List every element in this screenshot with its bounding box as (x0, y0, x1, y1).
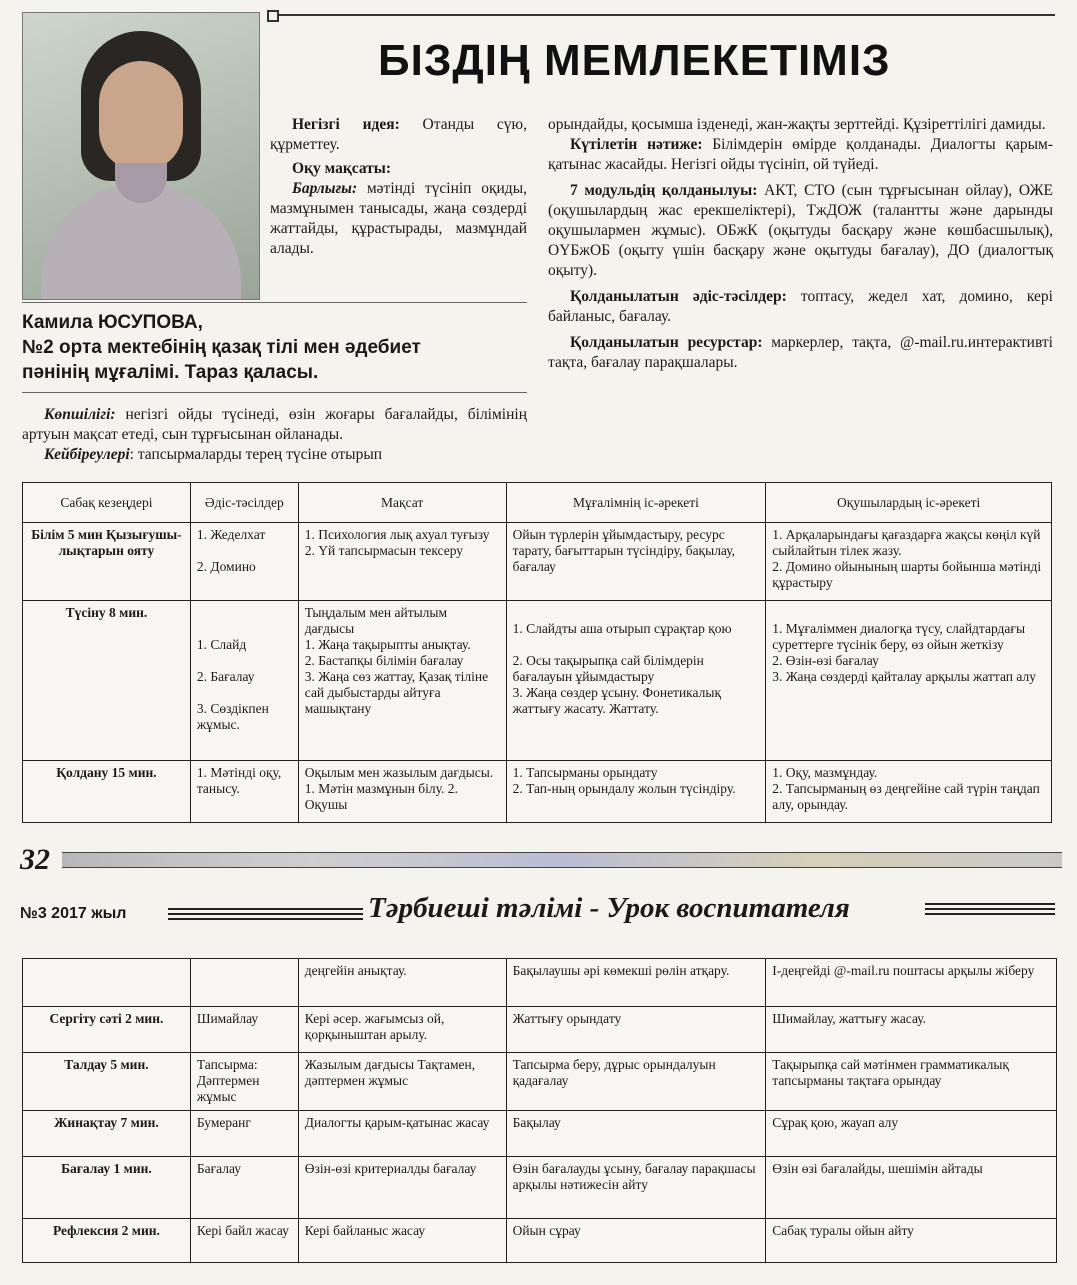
all-text: мәтінді түсініп оқиды, мазмұнымен танысады, жаңа сөздерді жаттайды, құрастырады, мазмұндай алады. (270, 180, 527, 257)
modules-label: 7 модульдің қолданылуы: (570, 182, 758, 199)
resources-text: маркерлер, тақта, @-mail.ru.интерактивті тақта, бағалау парақшалары. (548, 334, 1053, 371)
stage-cell: Түсіну 8 мин. (23, 601, 191, 761)
stage-cell (23, 959, 191, 1007)
table-header-row (23, 483, 1052, 523)
methods-cell: Шимайлау (190, 1007, 298, 1053)
article-headline: БІЗДІҢ МЕМЛЕКЕТІМІЗ (378, 36, 891, 85)
table-row (23, 1111, 1057, 1157)
students-cell: 1. Оқу, мазмұндау. 2. Тапсырманың өз деңгейіне сай түрін таңдап алу, орындау. (766, 761, 1052, 823)
lesson-table-2 (22, 958, 1057, 1263)
header-stage: Сабақ кезеңдері (23, 483, 191, 523)
table-row (23, 1157, 1057, 1219)
methods-label: Қолданылатын әдіс-тәсілдер: (570, 288, 787, 305)
teacher-cell: Өзін бағалауды ұсыну, бағалау парақшасы арқылы нәтижесін айту (506, 1157, 766, 1219)
students-cell: Өзін өзі бағалайды, шешімін айтады (766, 1157, 1057, 1219)
students-cell: 1. Арқаларындағы қағаздарға жақсы көңіл күй сыйлайтын тілек жазу. 2. Домино ойынының шарты бойынша мәтінді құрастыру (766, 523, 1052, 601)
intro-bottom (22, 405, 527, 465)
teacher-cell: Бақылаушы әрі көмекші рөлін атқару. (506, 959, 766, 1007)
deco-line (925, 903, 1055, 905)
table-row (23, 1053, 1057, 1111)
goal-cell: Кері әсер. жағымсыз ой, қорқыныштан арылу. (298, 1007, 506, 1053)
author-photo (22, 12, 260, 300)
goal-cell: Оқылым мен жазылым дағдысы. 1. Мәтін мазмұнын білу. 2. Оқушы (298, 761, 506, 823)
author-block (22, 310, 527, 385)
students-cell: Сабақ туралы ойын айту (766, 1219, 1057, 1263)
goal-cell: Жазылым дағдысы Тақтамен, дәптермен жұмыс (298, 1053, 506, 1111)
author-position: №2 орта мектебінің қазақ тілі мен әдебиет (22, 337, 421, 358)
continuation-text: орындайды, қосымша ізденеді, жан-жақты зерттейді. Құзіреттілігі дамиды. (548, 116, 1046, 133)
goal-cell: 1. Психология лық ахуал туғызу 2. Үй тапсырмасын тексеру (298, 523, 506, 601)
goal-cell: деңгейін анықтау. (298, 959, 506, 1007)
header-goal: Мақсат (298, 483, 506, 523)
teacher-cell: Жаттығу орындату (506, 1007, 766, 1053)
author-rule-bottom (22, 392, 527, 393)
deco-line (925, 908, 1055, 910)
table-row (23, 1007, 1057, 1053)
stage-cell: Білім 5 мин Қызығушы-лықтарын ояту (23, 523, 191, 601)
stage-cell: Талдау 5 мин. (23, 1053, 191, 1111)
table-row (23, 761, 1052, 823)
teacher-cell: 1. Тапсырманы орындату 2. Тап-ның орындалу жолын түсіндіру. (506, 761, 766, 823)
header-rule (275, 14, 1055, 16)
methods-cell (190, 959, 298, 1007)
goal-cell: Өзін-өзі критериалды бағалау (298, 1157, 506, 1219)
stage-cell: Жинақтау 7 мин. (23, 1111, 191, 1157)
methods-cell: 1. Мәтінді оқу, танысу. (190, 761, 298, 823)
some-text: : тапсырмаларды терең түсіне отырып (129, 446, 383, 463)
resources-label: Қолданылатын ресурстар: (570, 334, 763, 351)
author-name: Камила ЮСУПОВА, (22, 312, 203, 333)
header-students: Оқушылардың іс-әрекеті (766, 483, 1052, 523)
teacher-cell: Бақылау (506, 1111, 766, 1157)
stage-cell: Қолдану 15 мин. (23, 761, 191, 823)
methods-cell: 1. Жеделхат 2. Домино (190, 523, 298, 601)
main-idea-text: Отанды сүю, құрметтеу. (270, 116, 527, 153)
author-rule (22, 302, 527, 303)
decorative-band (62, 852, 1062, 868)
page-number: 32 (20, 843, 50, 876)
deco-line (168, 918, 363, 920)
result-label: Күтілетін нәтиже: (570, 136, 703, 153)
goal-cell: Диалогты қарым-қатынас жасау (298, 1111, 506, 1157)
table-row (23, 1219, 1057, 1263)
teacher-cell: 1. Слайдты аша отырып сұрақтар қою 2. Осы тақырыпқа сай білімдерін бағалауын ұйымдастыру 3. Жаңа сөздер ұсыну. Фонетикалық жаттығу жасату. Жаттату. (506, 601, 766, 761)
deco-line (925, 913, 1055, 915)
stage-cell: Рефлексия 2 мин. (23, 1219, 191, 1263)
many-label: Көпшілігі: (44, 406, 116, 423)
methods-cell: Тапсырма: Дәптермен жұмыс (190, 1053, 298, 1111)
right-column (548, 115, 1053, 373)
author-location: пәнінің мұғалімі. Тараз қаласы. (22, 362, 319, 383)
table-row (23, 601, 1052, 761)
students-cell: Сұрақ қою, жауап алу (766, 1111, 1057, 1157)
main-idea-label: Негізгі идея: (292, 116, 400, 133)
result-text: Білімдерін өмірде қолданады. Диалогты қарым-қатынас жасайды. Негізгі ойды түсініп, ой түйеді. (548, 136, 1053, 173)
teacher-cell: Тапсырма беру, дұрыс орындалуын қадағалау (506, 1053, 766, 1111)
modules-text: АКТ, СТО (сын тұрғысынан ойлау), ОЖЕ (оқушылардың жас ерекшеліктері), ТжДОЖ (талантты және дарынды оқушылармен жұмыс). ОБжК (оқытуды басқару және көшбасшылық), ОҮБжОБ (оқыту үшін басқару және оқытуды бағалау), ДО (диалогтық оқыту). (548, 182, 1053, 279)
intro-top (270, 115, 527, 259)
lesson-table-1 (22, 482, 1052, 823)
teacher-cell: Ойын сұрау (506, 1219, 766, 1263)
stage-cell: Бағалау 1 мин. (23, 1157, 191, 1219)
deco-line (168, 908, 363, 910)
table-row (23, 959, 1057, 1007)
header-teacher: Мұғалімнің іс-әрекеті (506, 483, 766, 523)
goal-cell: Тыңдалым мен айтылым дағдысы 1. Жаңа тақырыпты анықтау. 2. Бастапқы білімін бағалау 3. Жаңа сөз жаттау, Қазақ тіліне сай дыбыстарды айтуға машықтану (298, 601, 506, 761)
deco-line (168, 913, 363, 915)
table-row (23, 523, 1052, 601)
all-label: Барлығы: (292, 180, 358, 197)
goals-label: Оқу мақсаты: (292, 160, 392, 177)
goal-cell: Кері байланыс жасау (298, 1219, 506, 1263)
teacher-cell: Ойын түрлерін ұйымдастыру, ресурс тарату, бағыттарын түсіндіру, бақылау, бағалау (506, 523, 766, 601)
methods-cell: Бумеранг (190, 1111, 298, 1157)
stage-cell: Сергіту сәті 2 мин. (23, 1007, 191, 1053)
methods-text: топтасу, жедел хат, домино, кері байланыс, бағалау. (548, 288, 1053, 325)
students-cell: I-деңгейді @-mail.ru поштасы арқылы жіберу (766, 959, 1057, 1007)
methods-cell: Бағалау (190, 1157, 298, 1219)
section-title: Тәрбиеші тәлімі - Урок воспитателя (368, 892, 850, 924)
many-text: негізгі ойды түсінеді, өзін жоғары бағалайды, білімінің артуын мақсат етеді, сын тұрғысынан ойланады. (22, 406, 527, 443)
methods-cell: Кері байл жасау (190, 1219, 298, 1263)
header-methods: Әдіс-тәсілдер (190, 483, 298, 523)
students-cell: Шимайлау, жаттығу жасау. (766, 1007, 1057, 1053)
issue-label: №3 2017 жыл (20, 905, 127, 922)
students-cell: Тақырыпқа сай мәтінмен грамматикалық тапсырманы тақтаға орындау (766, 1053, 1057, 1111)
methods-cell: 1. Слайд 2. Бағалау 3. Сөздікпен жұмыс. (190, 601, 298, 761)
some-label: Кейбіреулері (44, 446, 130, 463)
students-cell: 1. Мұғаліммен диалогқа түсу, слайдтардағы суреттерге түсінік беру, өз ойын жеткізу 2. Өзін-өзі бағалау 3. Жаңа сөздерді қайталау арқылы жаттап алу (766, 601, 1052, 761)
